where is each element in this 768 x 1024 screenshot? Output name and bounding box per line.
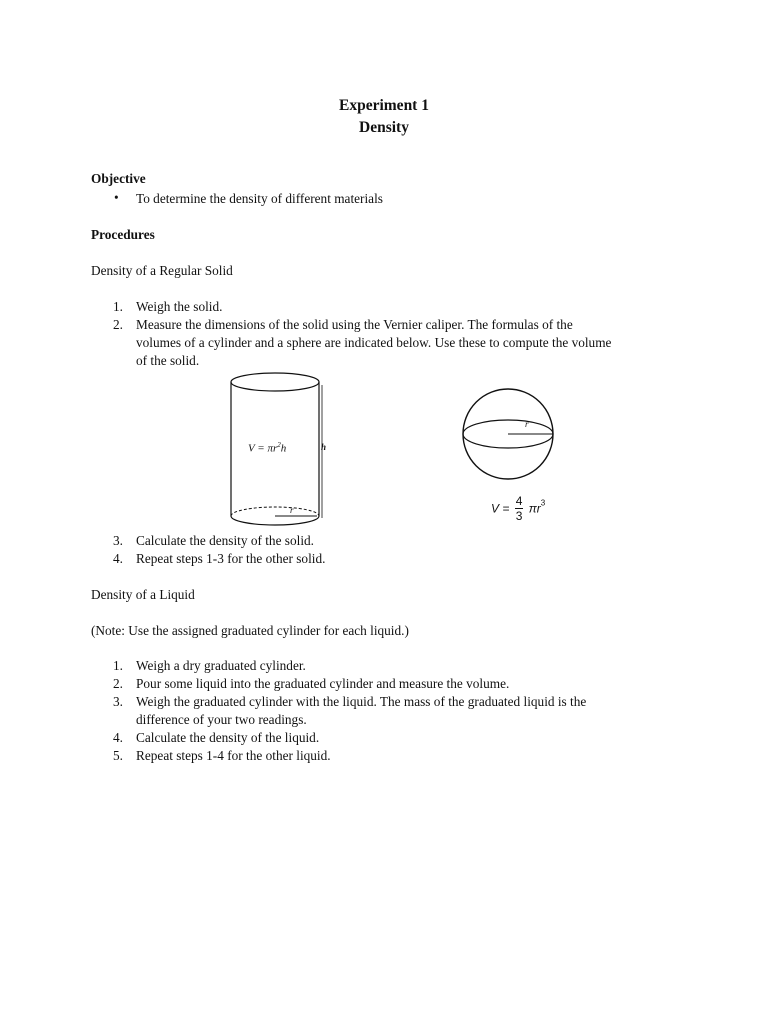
cylinder-radius-label: r (290, 505, 294, 515)
cylinder-height-label: h (321, 442, 327, 452)
solid-step-1-number: 1. (113, 299, 123, 314)
liquid-step-3-line-2: difference of your two readings. (136, 712, 307, 727)
solid-step-3-text: Calculate the density of the solid. (136, 533, 314, 548)
solid-step-2-line-2: volumes of a cylinder and a sphere are indicated below. Use these to compute the volume (136, 335, 612, 350)
cylinder-bottom-back-dashed (231, 507, 319, 516)
liquid-step-5-number: 5. (113, 748, 123, 763)
procedures-heading: Procedures (91, 227, 155, 242)
liquid-step-5-text: Repeat steps 1-4 for the other liquid. (136, 748, 331, 763)
liquid-step-3-number: 3. (113, 694, 123, 709)
solid-step-4-number: 4. (113, 551, 123, 566)
objective-heading: Objective (91, 171, 146, 186)
sphere-diagram (458, 386, 558, 482)
bullet-icon: • (114, 190, 119, 205)
liquid-section-heading: Density of a Liquid (91, 587, 195, 602)
solid-step-1-text: Weigh the solid. (136, 299, 223, 314)
solid-section-heading: Density of a Regular Solid (91, 263, 233, 278)
doc-title-experiment: Experiment 1 (339, 97, 429, 114)
solid-step-4-text: Repeat steps 1-3 for the other solid. (136, 551, 326, 566)
liquid-step-1-text: Weigh a dry graduated cylinder. (136, 658, 306, 673)
doc-title-topic: Density (359, 119, 409, 136)
solid-step-2-number: 2. (113, 317, 123, 332)
sphere-radius-label: r (525, 419, 529, 429)
liquid-step-1-number: 1. (113, 658, 123, 673)
liquid-step-4-number: 4. (113, 730, 123, 745)
liquid-step-2-text: Pour some liquid into the graduated cylinder and measure the volume. (136, 676, 510, 691)
cylinder-formula: $V = \pi r^2h$ (248, 441, 287, 455)
liquid-step-2-number: 2. (113, 676, 123, 691)
cylinder-top-ellipse (231, 373, 319, 391)
solid-step-2-line-3: of the solid. (136, 353, 200, 368)
liquid-step-3-line-1: Weigh the graduated cylinder with the liquid. The mass of the graduated liquid is the (136, 694, 587, 709)
cylinder-bottom-front (231, 516, 319, 525)
liquid-note: (Note: Use the assigned graduated cylinder for each liquid.) (91, 623, 409, 638)
objective-item: To determine the density of different materials (136, 191, 383, 206)
liquid-step-4-text: Calculate the density of the liquid. (136, 730, 320, 745)
solid-step-3-number: 3. (113, 533, 123, 548)
solid-step-2-line-1: Measure the dimensions of the solid using the Vernier caliper. The formulas of the (136, 317, 573, 332)
sphere-formula: V = $\frac{4}{3}$ $\pi r^3$ (491, 494, 546, 523)
